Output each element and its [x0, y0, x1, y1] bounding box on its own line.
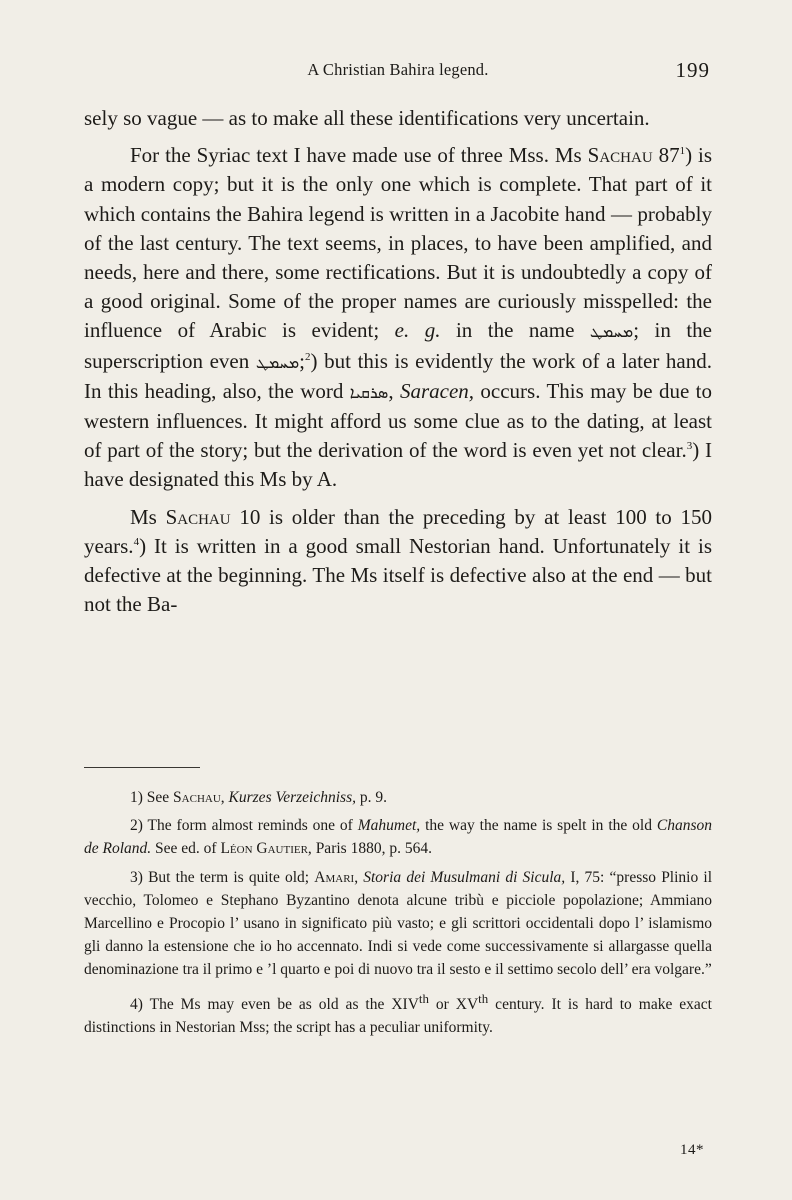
- syriac-word-name: ܡܚܡܛ: [589, 322, 634, 342]
- text-run: century. It is hard to make exact distinctions in Nestorian Mss; the script has a peculiar uniformity.: [84, 995, 712, 1036]
- footnote-ref-2: 2: [305, 350, 311, 363]
- text-run: Ms: [130, 504, 166, 529]
- text-run: occurs. This may be due to western influences. It might afford us some clue as to the dating, at least of part of the story; but the derivation of the word is even yet not clear.: [84, 378, 712, 463]
- text-run: 3) But the term is quite old;: [130, 868, 315, 886]
- text-run: 87: [652, 143, 680, 168]
- work-title: Chanson de Roland.: [84, 817, 712, 858]
- text-run: ,: [388, 378, 400, 403]
- syriac-word-superscription: ܡܚܡܛ: [255, 352, 300, 372]
- author-amari: Amari,: [314, 868, 359, 886]
- footnote-4: [84, 987, 712, 1040]
- syriac-word-saracen: ܣܪܩܝܐ: [349, 382, 389, 402]
- text-run: in the name: [440, 318, 590, 343]
- paragraph-syriac-mss: [84, 141, 712, 494]
- abbrev-eg: e. g.: [394, 318, 441, 343]
- text-run: ; in the superscription even: [84, 318, 712, 373]
- superscript-th: th: [478, 990, 489, 1006]
- main-text: [84, 104, 712, 619]
- text-run: For the Syriac text I have made use of three Mss. Ms: [130, 143, 588, 168]
- superscript-th: th: [418, 990, 429, 1006]
- footnote-1: [84, 786, 712, 809]
- text-run: 2) The form almost reminds one of: [130, 817, 358, 835]
- text-run: the way the name is spelt in the old: [420, 817, 657, 835]
- text-run: 4) The Ms may even be as old as the XIV: [130, 995, 419, 1013]
- paragraph-sachau-10: [84, 503, 712, 620]
- footnote-ref-1: 1: [679, 145, 686, 158]
- footnote-ref-4: 4: [133, 535, 140, 548]
- signature-mark: 14*: [680, 1142, 704, 1158]
- running-header: [84, 60, 712, 88]
- term-saracen: Saracen,: [399, 378, 475, 403]
- text-run: p. 9.: [355, 789, 387, 806]
- work-title: Storia dei Musulmani di Sicula,: [363, 868, 566, 886]
- footnote-ref-3: 3: [686, 440, 693, 453]
- text-run: ) is a modern copy; but it is the only one which is complete. That part of it which contains the Bahira legend is written in a Jacobite hand — probably of the last century. The text seems, in places, to have been amplified, and needs, here and there, some rectifications. But it is undoubtedly a copy of a good original. Some of the proper names are curiously misspelled: the influence of Arabic is evident;: [84, 143, 712, 343]
- text-run: See ed. of: [151, 840, 221, 858]
- text-run: ;: [299, 348, 306, 373]
- page-number: 199: [675, 58, 710, 82]
- work-title: Kurzes Verzeichniss,: [228, 789, 356, 806]
- text-run: I, 75: “presso Plinio il vecchio, Tolomeo e Stephano Byzantino denota alcune tribù e picciole popolazione; Ammiano Marcellino e Procopio l’ usano in significato più vasto; e gli scrittori occidentali dopo l’ islamismo gli danno la estensione che io ho accennato. Indi si vede come successivamente si allargasse quella denominazione tra il primo e ’l quarto e poi di nuovo tra il sesto e il settimo secolo dell’ era volgare.”: [84, 868, 713, 979]
- text-run: ) It is written in a good small Nestorian hand. Unfortunately it is defective at the beginning. The Ms itself is defective also at the end — but not the Ba-: [84, 533, 712, 617]
- author-sachau: Sachau: [165, 504, 231, 529]
- text-run: ) I have designated this Ms by A.: [84, 438, 712, 492]
- text-run: Paris 1880, p. 564.: [311, 840, 432, 858]
- footnote-3: [84, 866, 712, 982]
- footnote-2: [84, 814, 712, 860]
- footnote-rule: [84, 767, 200, 768]
- author-sachau: Sachau: [587, 143, 653, 168]
- author-gautier: Léon Gautier,: [220, 840, 312, 858]
- text-run: 10 is older than the preceding by at least 100 to 150 years.: [84, 504, 712, 558]
- footnotes: [84, 786, 712, 1044]
- text-run: or XV: [428, 995, 479, 1013]
- running-title: A Christian Bahira legend.: [307, 60, 489, 79]
- text-run: ) but this is evidently the work of a later hand. In this heading, also, the word: [84, 348, 712, 403]
- text-run: 1) See: [130, 789, 174, 806]
- paragraph-continuation: sely so vague — as to make all these identifications very uncertain.: [84, 106, 650, 130]
- author-sachau: Sachau,: [173, 789, 225, 806]
- term-mahumet: Mahumet,: [357, 817, 421, 835]
